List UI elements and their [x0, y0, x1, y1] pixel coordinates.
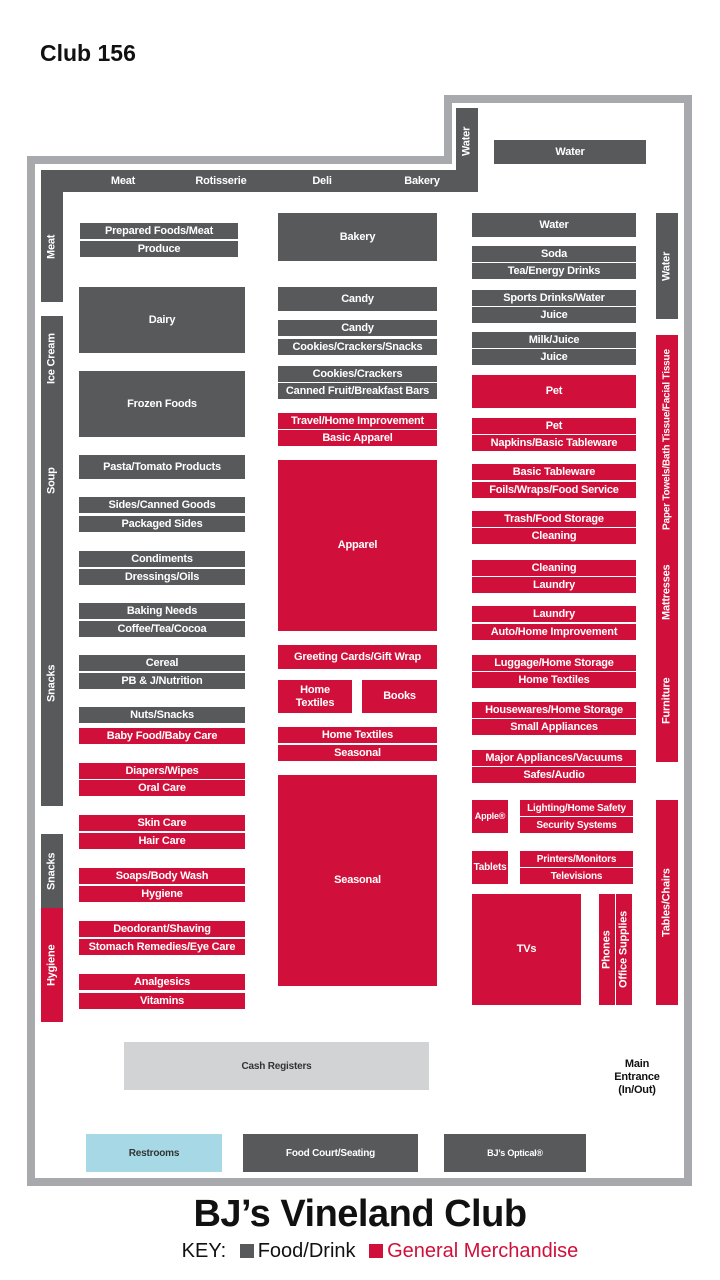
- legend-gm-label: General Merchandise: [387, 1240, 579, 1262]
- a1-hygiene[interactable]: Hygiene: [79, 886, 245, 902]
- a1-dairy[interactable]: Dairy: [79, 287, 245, 353]
- a1-coffee[interactable]: Coffee/Tea/Cocoa: [79, 621, 245, 637]
- a3-tvs[interactable]: TVs: [472, 894, 581, 1005]
- a1-stomach[interactable]: Stomach Remedies/Eye Care: [79, 939, 245, 955]
- bjs-optical[interactable]: BJ’s Optical®: [444, 1134, 586, 1172]
- a3-home-textiles[interactable]: Home Textiles: [472, 672, 636, 688]
- a1-baby-food[interactable]: Baby Food/Baby Care: [79, 728, 245, 744]
- a3-napkins[interactable]: Napkins/Basic Tableware: [472, 435, 636, 451]
- legend: [0, 1240, 720, 1263]
- a3-printers[interactable]: Printers/Monitors: [520, 851, 633, 867]
- a1-pbj[interactable]: PB & J/Nutrition: [79, 673, 245, 689]
- a2-home-textiles-small[interactable]: Home Textiles: [278, 680, 352, 713]
- a3-televisions[interactable]: Televisions: [520, 868, 633, 884]
- store-title: BJ’s Vineland Club: [193, 1193, 527, 1235]
- a2-canned-fruit[interactable]: Canned Fruit/Breakfast Bars: [278, 383, 437, 399]
- a2-candy-2[interactable]: Candy: [278, 320, 437, 336]
- a1-soaps[interactable]: Soaps/Body Wash: [79, 868, 245, 884]
- legend-label: KEY:: [181, 1240, 227, 1262]
- a3-basic-tableware[interactable]: Basic Tableware: [472, 464, 636, 480]
- a1-deodorant[interactable]: Deodorant/Shaving: [79, 921, 245, 937]
- legend-food-label: Food/Drink: [257, 1240, 356, 1262]
- a3-tablets[interactable]: Tablets: [472, 851, 508, 884]
- water-top-right[interactable]: Water: [494, 140, 646, 164]
- a2-travel[interactable]: Travel/Home Improvement: [278, 413, 437, 429]
- legend-gm-swatch: [369, 1244, 383, 1258]
- a3-housewares[interactable]: Housewares/Home Storage: [472, 702, 636, 718]
- a3-auto[interactable]: Auto/Home Improvement: [472, 624, 636, 640]
- a1-cereal[interactable]: Cereal: [79, 655, 245, 671]
- a3-small-appliances[interactable]: Small Appliances: [472, 719, 636, 735]
- strip-bakery: Bakery: [404, 174, 440, 187]
- right-wall-water[interactable]: Water: [656, 213, 678, 319]
- a1-frozen-foods[interactable]: Frozen Foods: [79, 371, 245, 437]
- strip-meat: Meat: [110, 174, 136, 187]
- a1-vitamins[interactable]: Vitamins: [79, 993, 245, 1009]
- a1-hair-care[interactable]: Hair Care: [79, 833, 245, 849]
- a3-phones[interactable]: Phones: [599, 894, 615, 1005]
- main-entrance[interactable]: Main Entrance (In/Out): [614, 1057, 660, 1096]
- right-wall-mattresses[interactable]: Mattresses: [656, 545, 678, 640]
- a3-juice-1[interactable]: Juice: [472, 307, 636, 323]
- left-wall-meat[interactable]: Meat: [41, 192, 63, 302]
- a1-pasta[interactable]: Pasta/Tomato Products: [79, 455, 245, 479]
- a3-office-supplies[interactable]: Office Supplies: [616, 894, 632, 1005]
- a3-major-appliances[interactable]: Major Appliances/Vacuums: [472, 750, 636, 766]
- strip-water: Water: [460, 126, 473, 156]
- a2-seasonal-small[interactable]: Seasonal: [278, 745, 437, 761]
- a1-dressings[interactable]: Dressings/Oils: [79, 569, 245, 585]
- a3-soda[interactable]: Soda: [472, 246, 636, 262]
- left-wall-soup[interactable]: Soup: [41, 402, 63, 560]
- a1-oral-care[interactable]: Oral Care: [79, 780, 245, 796]
- a1-packaged-sides[interactable]: Packaged Sides: [79, 516, 245, 532]
- a1-skin-care[interactable]: Skin Care: [79, 815, 245, 831]
- a2-cookies-snacks[interactable]: Cookies/Crackers/Snacks: [278, 339, 437, 355]
- left-wall-snacks[interactable]: Snacks: [41, 560, 63, 806]
- a3-laundry-1[interactable]: Laundry: [472, 577, 636, 593]
- a2-bakery[interactable]: Bakery: [278, 213, 437, 261]
- a2-candy-1[interactable]: Candy: [278, 287, 437, 311]
- a3-security[interactable]: Security Systems: [520, 817, 633, 833]
- a3-pet-large[interactable]: Pet: [472, 375, 636, 408]
- a2-cookies[interactable]: Cookies/Crackers: [278, 366, 437, 382]
- a1-produce[interactable]: Produce: [80, 241, 238, 257]
- strip-rotisserie: Rotisserie: [195, 174, 247, 187]
- a3-laundry-2[interactable]: Laundry: [472, 606, 636, 622]
- a3-lighting[interactable]: Lighting/Home Safety: [520, 800, 633, 816]
- a2-greeting-cards[interactable]: Greeting Cards/Gift Wrap: [278, 645, 437, 669]
- right-wall-paper[interactable]: Paper Towels/Bath Tissue/Facial Tissue: [656, 335, 678, 545]
- a3-water[interactable]: Water: [472, 213, 636, 237]
- a3-trash[interactable]: Trash/Food Storage: [472, 511, 636, 527]
- right-wall-furniture[interactable]: Furniture: [656, 640, 678, 762]
- a1-condiments[interactable]: Condiments: [79, 551, 245, 567]
- left-wall-ice-cream[interactable]: Ice Cream: [41, 316, 63, 402]
- a2-home-textiles[interactable]: Home Textiles: [278, 727, 437, 743]
- a2-basic-apparel[interactable]: Basic Apparel: [278, 430, 437, 446]
- a1-nuts[interactable]: Nuts/Snacks: [79, 707, 245, 723]
- a3-cleaning-2[interactable]: Cleaning: [472, 560, 636, 576]
- a1-prepared-foods[interactable]: Prepared Foods/Meat: [80, 223, 238, 239]
- left-wall-snacks-2[interactable]: Snacks: [41, 834, 63, 908]
- a3-sports-drinks[interactable]: Sports Drinks/Water: [472, 290, 636, 306]
- a3-luggage[interactable]: Luggage/Home Storage: [472, 655, 636, 671]
- food-court[interactable]: Food Court/Seating: [243, 1134, 418, 1172]
- a3-foils[interactable]: Foils/Wraps/Food Service: [472, 482, 636, 498]
- a2-books[interactable]: Books: [362, 680, 437, 713]
- a1-baking[interactable]: Baking Needs: [79, 603, 245, 619]
- a2-apparel[interactable]: Apparel: [278, 460, 437, 631]
- restrooms[interactable]: Restrooms: [86, 1134, 222, 1172]
- club-number: Club 156: [40, 40, 136, 66]
- a1-sides-canned[interactable]: Sides/Canned Goods: [79, 497, 245, 513]
- a3-pet[interactable]: Pet: [472, 418, 636, 434]
- a1-analgesics[interactable]: Analgesics: [79, 974, 245, 990]
- a3-cleaning-1[interactable]: Cleaning: [472, 528, 636, 544]
- a3-juice-2[interactable]: Juice: [472, 349, 636, 365]
- cash-registers[interactable]: Cash Registers: [124, 1042, 429, 1090]
- a3-apple[interactable]: Apple®: [472, 800, 508, 833]
- a3-tea-energy[interactable]: Tea/Energy Drinks: [472, 263, 636, 279]
- a3-milk-juice[interactable]: Milk/Juice: [472, 332, 636, 348]
- strip-deli: Deli: [312, 174, 332, 187]
- a1-diapers[interactable]: Diapers/Wipes: [79, 763, 245, 779]
- a2-seasonal[interactable]: Seasonal: [278, 775, 437, 986]
- left-wall-hygiene[interactable]: Hygiene: [41, 908, 63, 1022]
- legend-food-swatch: [240, 1244, 254, 1258]
- a3-safes-audio[interactable]: Safes/Audio: [472, 767, 636, 783]
- right-wall-tables[interactable]: Tables/Chairs: [656, 800, 678, 1005]
